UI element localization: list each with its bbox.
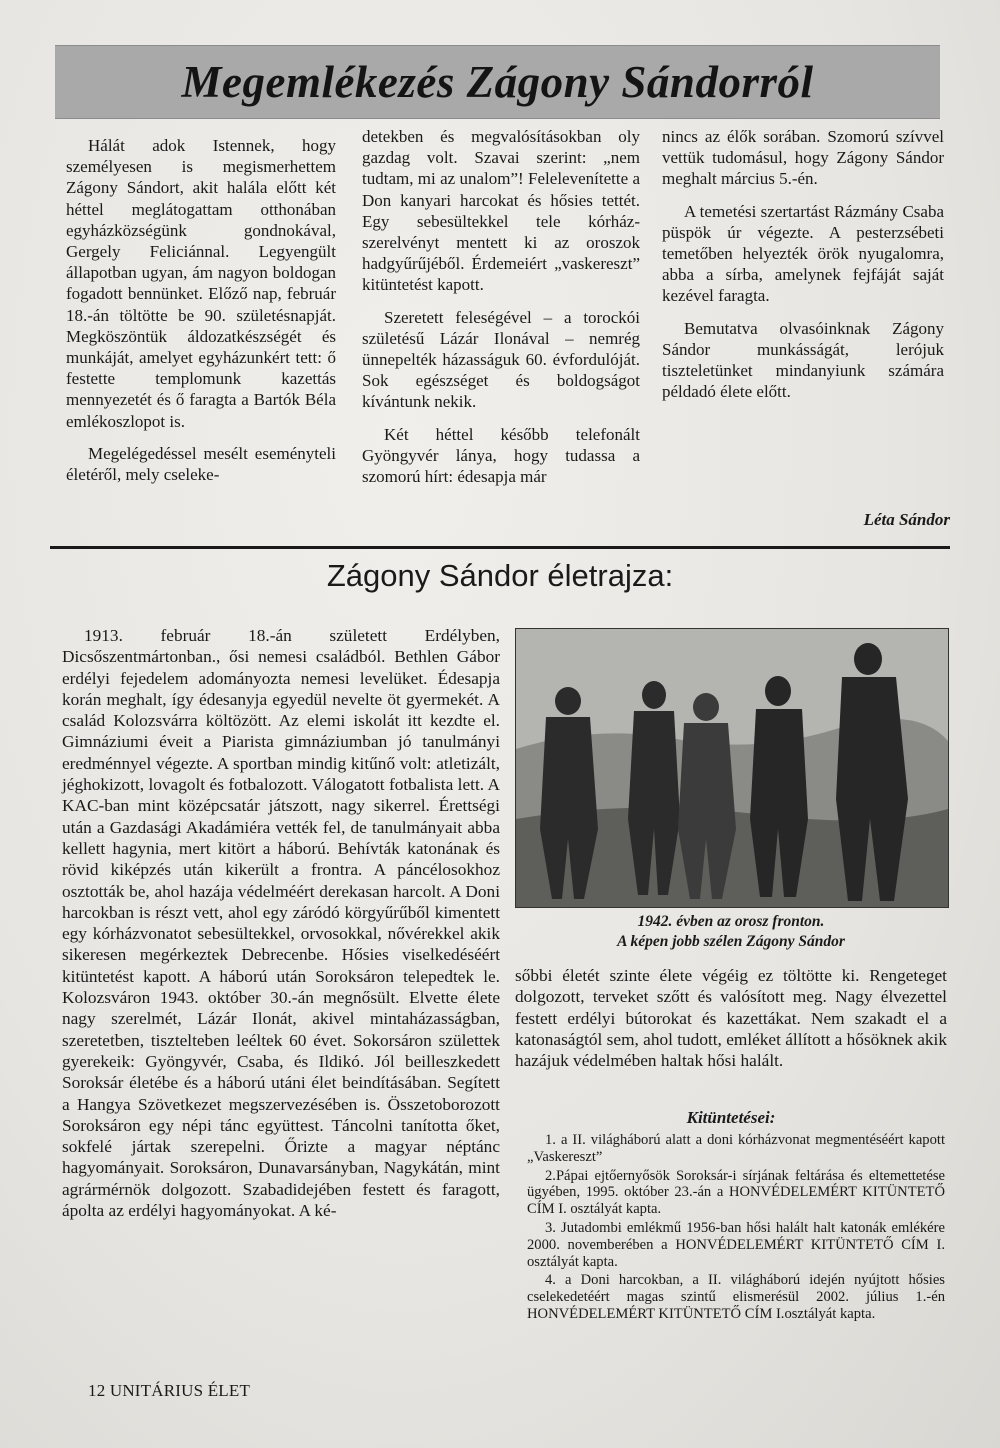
award-item: 3. Jutadombi emlékmű 1956-ban hősi halált halt katonák emlékére 2000. novemberében a HONVÉDELEMÉRT KITÜNTETŐ CÍM I. osztályát kapta.: [527, 1219, 945, 1270]
paragraph: Két héttel később telefonált Gyöngyvér lánya, hogy tudassa a szomorú hírt: édesapja már: [362, 424, 640, 487]
historical-photo: [515, 628, 949, 908]
award-item: 4. a Doni harcokban, a II. világháború idején nyújtott hősies cselekedetéért magas szintű elismerésül 2002. július 1.-én HONVÉDELEMÉRT KITÜNTETŐ CÍM I.osztályát kapta.: [527, 1272, 945, 1322]
title-banner: [55, 45, 940, 119]
paragraph: A temetési szertartást Rázmány Csaba püspök úr végezte. A pesterzsébeti temetőben helyezték örök nyugalomra, abba a sírba, amelynek fejfáját saját kezével faragta.: [662, 201, 944, 306]
biography-text-right: [515, 965, 947, 1071]
paragraph: sőbbi életét szinte élete végéig ez töltötte ki. Rengeteget dolgozott, terveket szőtt és valósított meg. Nagy élvezettel festett erdélyi bútorokat és kazettákat. Nem szakadt el a katonaságtól sem, ahol tudott, emléket állított a hősöknek akik hazájuk védelmében haltak hősi halált.: [515, 966, 947, 1071]
memorial-column-3: [662, 126, 944, 402]
biography-text-left: [62, 625, 500, 1221]
awards-list: [527, 1132, 945, 1325]
caption-line: 1942. évben az orosz fronton.: [637, 913, 825, 930]
biography-title: Zágony Sándor életrajza:: [326, 558, 674, 593]
awards-heading: Kitüntetései:: [686, 1108, 776, 1127]
award-item: 2.Pápai ejtőernyősök Soroksár-i sírjának feltárása és eltemettetése ügyében, 1995. október 23.-án a HONVÉDELEMÉRT KITÜNTETŐ CÍM I. osztályát kapta.: [527, 1167, 945, 1218]
caption-line: A képen jobb szélen Zágony Sándor: [617, 933, 845, 950]
section-divider: [50, 546, 950, 549]
page-title: Megemlékezés Zágony Sándorról: [181, 57, 814, 107]
paragraph: detekben és megvalósításokban oly gazdag volt. Szavai szerint: „nem tudtam, mi az unalom”! Felelevenítette a Don kanyari harcokat és hősies tettét. Egy sebesültekkel tele kórház-szerelvényt mentett ki az oroszok hadgyűrűjéből. Érdemeiért „vaskereszt” kitüntetést kapott.: [362, 127, 640, 295]
photo-caption: [515, 912, 947, 952]
award-item: 1. a II. világháború alatt a doni kórházvonat megmentéséért kapott „Vaskereszt”: [527, 1132, 945, 1165]
paragraph: Hálát adok Istennek, hogy személyesen is megismerhettem Zágony Sándort, akit halála előtt két héttel meglátogattam otthonában egyházközségünk gondnokával, Gergely Feliciánnal. Legyengült állapotban ugyan, ám nagyon boldogan fogadott bennünket. Előző nap, február 18.-án töltötte be 90. születésnapját. Megköszöntük áldozatkészségét és munkáját, amelyet egyházunkért tett: ő festette templomunk kazettás mennyezetét és ő faragta a Bartók Béla emlékoszlopot is.: [66, 136, 336, 431]
paragraph: Bemutatva olvasóinknak Zágony Sándor munkásságát, lerójuk tiszteletünket mindanyiunk számára példadó élete előtt.: [662, 318, 944, 402]
paragraph: Szeretett feleségével – a torockói születésű Lázár Ilonával – nemrég ünnepelték házasságuk 60. évfordulóját. Sok egészséget és boldogságot kívántunk nekik.: [362, 307, 640, 412]
paragraph: 1913. február 18.-án született Erdélyben, Dicsőszentmártonban., ősi nemesi családból. Bethlen Gábor erdélyi fejedelem adományozta nemesi levelüket. Édesapja korán meghalt, így édesanyja egyedül nevelte öt gyermekét. A család Kolozsvárra költözött. Az elemi iskolát itt kezdte el. Gimnáziumi éveit a Piarista gimnáziumban jó tanulmányi eredménnyel végezte. A sportban mindig kitűnő volt: atletizált, jéghokizott, lovagolt és fotbalozott. Válogatott fotbalista lett. A KAC-ban mint középcsatár játszott, nagy sikerrel. Érettségi után a Gazdasági Akadámiéra vették fel, de tanulmányait abba kellett hagynia, mert kitört a háború. Behívták katonának és rövid kiképzés után kikerült a frontra. A páncélosokhoz osztották be, ahol hazája védelméért derekasan harcolt. A Doni harcokban is részt vett, ahol egy záródó körgyűrűből kimentett egy kórházvonatot sebesültekkel, orvosokkal, nővérekkel akik sikeresen megérkeztek Debrecenbe. Hősies viselkedéséért kitüntetést kapott. A háború után Soroksáron telepedtek le. Kolozsváron 1943. október 30.-án megnősült. Elvette élete nagy szerelmét, Lázár Ilonát, akivel mintaházasságban, szeretetben, tisztelteben leéltek 60 évet. Sokorsáron születtek gyerekeik: Gyöngyvér, Csaba, és Ildikó. Jól beilleszkedett Soroksár életébe és a háború utáni élet beindításában. Segített a Hangya Szövetkezet megszervezésében is. Összetoborozott Soroksáron egy népi tánc együttest. Táncolni tanította őket, sokfelé jártak szerepelni. Őrizte a magyar néptánc hagyományait. Soroksáron, Dunavarsányban, Nagykátán, mint agrármérnök dolgozott. Szabadidejében festett és faragott, ápolta az erdélyi hagyományokat. A ké-: [62, 626, 500, 1221]
memorial-column-2: [362, 126, 640, 487]
soldiers-photo-illustration: [516, 629, 948, 907]
page-footer: 12 UNITÁRIUS ÉLET: [88, 1381, 251, 1400]
author-signature: Léta Sándor: [863, 510, 950, 529]
paragraph: Megelégedéssel mesélt eseményteli életéről, mely cseleke-: [66, 443, 336, 485]
memorial-column-1: [66, 135, 336, 485]
paragraph: nincs az élők sorában. Szomorú szívvel vettük tudomásul, hogy Zágony Sándor meghalt március 5.-én.: [662, 127, 944, 189]
